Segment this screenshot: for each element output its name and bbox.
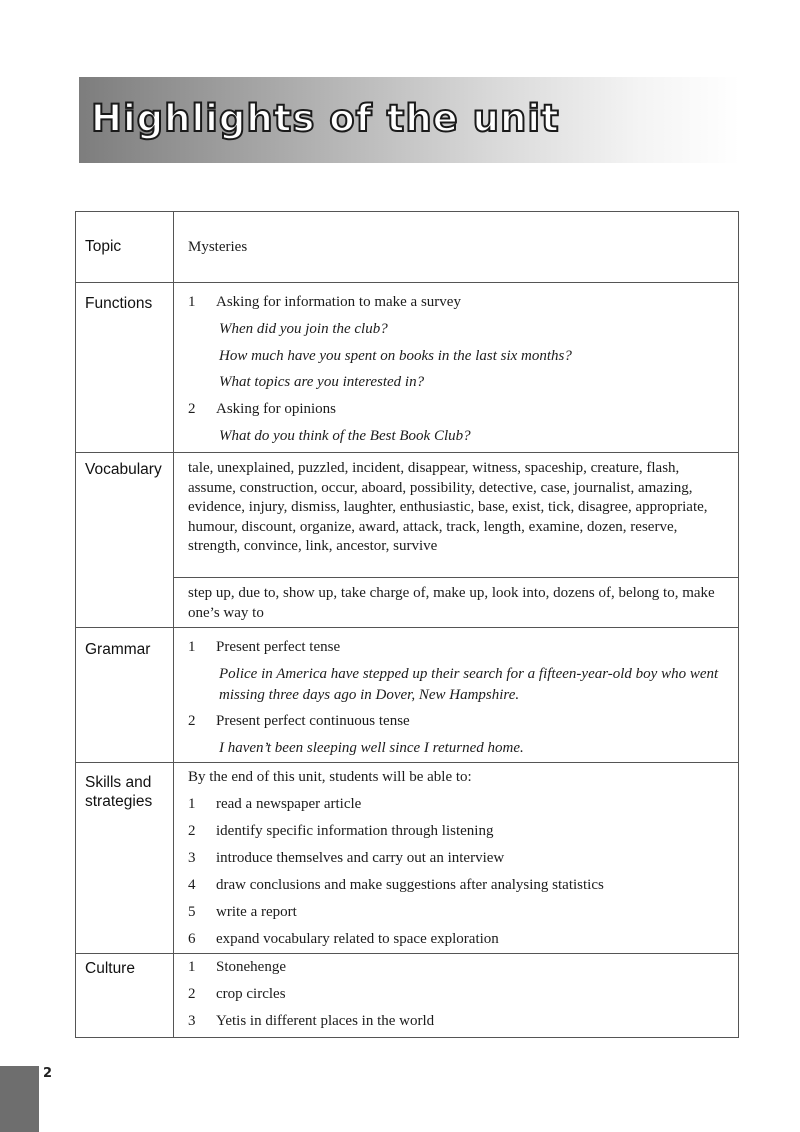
skills-cell: [174, 762, 739, 953]
functions-cell: [174, 283, 739, 453]
culture-item: 2 crop circles: [188, 985, 286, 1002]
vocabulary-label: Vocabulary: [76, 453, 174, 628]
grammar-cell: [174, 628, 739, 763]
function-example: What do you think of the Best Book Club?: [219, 427, 471, 444]
skill-item: 5 write a report: [188, 903, 297, 920]
vocabulary-words-cell: [174, 453, 739, 578]
culture-label: Culture: [76, 953, 174, 1037]
skill-item: 2 identify specific information through listening: [188, 822, 494, 839]
function-example: What topics are you interested in?: [219, 374, 425, 390]
grammar-item: 1 Present perfect tense: [188, 639, 341, 656]
skills-row: [76, 762, 739, 953]
vocabulary-phrases-cell: [174, 578, 739, 628]
functions-row: [76, 283, 739, 453]
topic-label: Topic: [76, 212, 174, 283]
grammar-label: Grammar: [76, 628, 174, 763]
vocabulary-phrases: step up, due to, show up, take charge of, make up, look into, dozens of, belong to, make one’s way to: [188, 585, 715, 621]
skills-intro: By the end of this unit, students will be able to:: [188, 768, 472, 785]
grammar-row: [76, 628, 739, 763]
phrases-row: [76, 578, 739, 628]
functions-label: Functions: [76, 283, 174, 453]
page-tab-bar: [0, 1066, 39, 1132]
skills-label: Skills and strategies: [76, 762, 174, 953]
grammar-example: Police in America have stepped up their search for a fifteen-year-old boy who went missing three days ago in Dover, New Hampshire.: [219, 666, 719, 703]
culture-cell: [174, 953, 739, 1037]
page-number: 2: [43, 1066, 53, 1081]
culture-item: 1 Stonehenge: [188, 958, 286, 975]
culture-item: 3 Yetis in different places in the world: [188, 1012, 435, 1029]
grammar-item: 2 Present perfect continuous tense: [188, 713, 410, 730]
topic-text: Mysteries: [188, 239, 248, 255]
skill-item: 6 expand vocabulary related to space exploration: [188, 930, 499, 947]
grammar-example: I haven’t been sleeping well since I returned home.: [219, 740, 524, 757]
skill-item: 4 draw conclusions and make suggestions after analysing statistics: [188, 876, 604, 893]
vocabulary-words: tale, unexplained, puzzled, incident, disappear, witness, spaceship, creature, flash, assume, construction, occur, aboard, possibility, detective, case, journalist, amazing, evidence, injury, dismiss, laughter, enthusiastic, base, exist, tick, disagree, appropriate, humour, discount, organize, award, attack, track, length, examine, dozen, reserve, strength, convince, link, ancestor, survive: [188, 460, 708, 555]
function-example: When did you join the club?: [219, 321, 388, 337]
topic-row: [76, 212, 739, 283]
highlights-table: [75, 211, 739, 1038]
skill-item: 1 read a newspaper article: [188, 795, 362, 812]
title-banner: [79, 77, 740, 163]
culture-row: [76, 953, 739, 1037]
function-item: 2 Asking for opinions: [188, 400, 336, 417]
skill-item: 3 introduce themselves and carry out an interview: [188, 849, 505, 866]
vocabulary-row: [76, 453, 739, 578]
page-title: Highlights of the unit: [91, 97, 560, 140]
function-example: How much have you spent on books in the last six months?: [219, 347, 572, 364]
topic-cell: [174, 212, 739, 283]
function-item: 1 Asking for information to make a survey: [188, 294, 461, 310]
